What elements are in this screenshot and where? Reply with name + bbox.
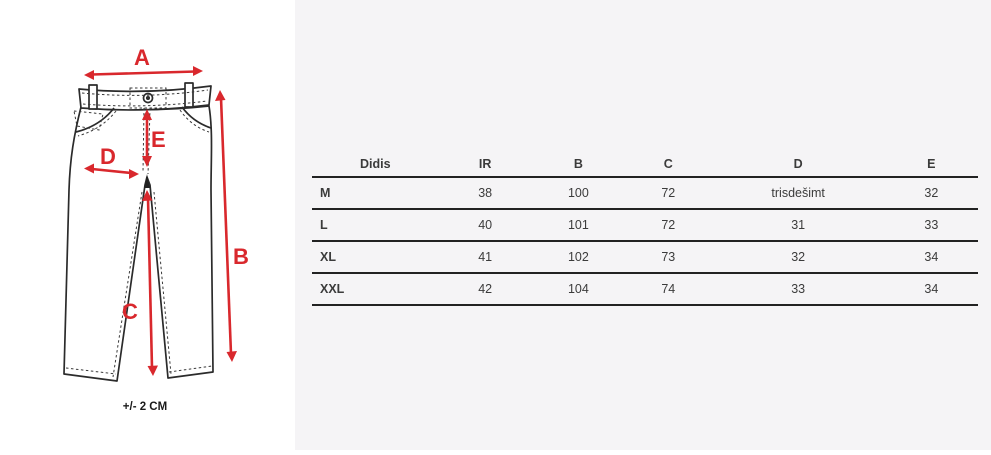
table-row-m bbox=[312, 178, 978, 210]
table-cell: 104 bbox=[567, 281, 589, 296]
waist-button-hole bbox=[147, 97, 149, 99]
table-cell: trisdešimt bbox=[771, 185, 825, 200]
tolerance-note: +/- 2 CM bbox=[122, 401, 168, 413]
column-header-ir: IR bbox=[478, 156, 492, 171]
table-cell: 74 bbox=[661, 281, 676, 296]
table-cell: 34 bbox=[924, 249, 939, 264]
size-diagram-panel bbox=[0, 0, 295, 450]
column-header-e: E bbox=[927, 156, 936, 171]
table-cell: 32 bbox=[924, 185, 939, 200]
dimension-label-a: A bbox=[134, 45, 150, 70]
table-cell: 100 bbox=[567, 185, 589, 200]
table-row-xl bbox=[312, 242, 978, 274]
belt-loop-left bbox=[89, 85, 97, 109]
table-cell: 31 bbox=[791, 217, 806, 232]
table-cell: 38 bbox=[478, 185, 493, 200]
table-cell: 72 bbox=[661, 217, 676, 232]
dimension-label-d: D bbox=[100, 144, 116, 169]
table-cell: 101 bbox=[567, 217, 589, 232]
size-label: M bbox=[320, 185, 331, 200]
table-cell: 40 bbox=[478, 217, 493, 232]
size-label: XXL bbox=[320, 281, 345, 296]
table-cell: 73 bbox=[661, 249, 676, 264]
dimension-label-c: C bbox=[122, 299, 138, 324]
dimension-arrow-b bbox=[215, 90, 237, 362]
size-label: L bbox=[320, 217, 328, 232]
table-cell: 42 bbox=[478, 281, 493, 296]
column-header-c: C bbox=[663, 156, 673, 171]
table-cell: 72 bbox=[661, 185, 676, 200]
column-header-didis: Didis bbox=[359, 156, 391, 171]
column-header-d: D bbox=[793, 156, 803, 171]
column-header-b: B bbox=[573, 156, 583, 171]
pants-diagram bbox=[0, 0, 295, 450]
table-cell: 32 bbox=[791, 249, 806, 264]
table-cell: 34 bbox=[924, 281, 939, 296]
size-table bbox=[312, 152, 978, 306]
dimension-label-b: B bbox=[233, 244, 249, 269]
size-table-panel bbox=[295, 0, 991, 450]
table-row-l bbox=[312, 210, 978, 242]
size-table-header-row bbox=[312, 152, 978, 178]
table-cell: 33 bbox=[924, 217, 939, 232]
table-cell: 33 bbox=[791, 281, 806, 296]
size-label: XL bbox=[320, 249, 336, 264]
pants-outline bbox=[64, 106, 213, 381]
table-cell: 102 bbox=[567, 249, 589, 264]
dimension-label-e: E bbox=[151, 127, 166, 152]
pants-drawing bbox=[64, 83, 213, 381]
table-cell: 41 bbox=[478, 249, 493, 264]
table-row-xxl bbox=[312, 274, 978, 306]
